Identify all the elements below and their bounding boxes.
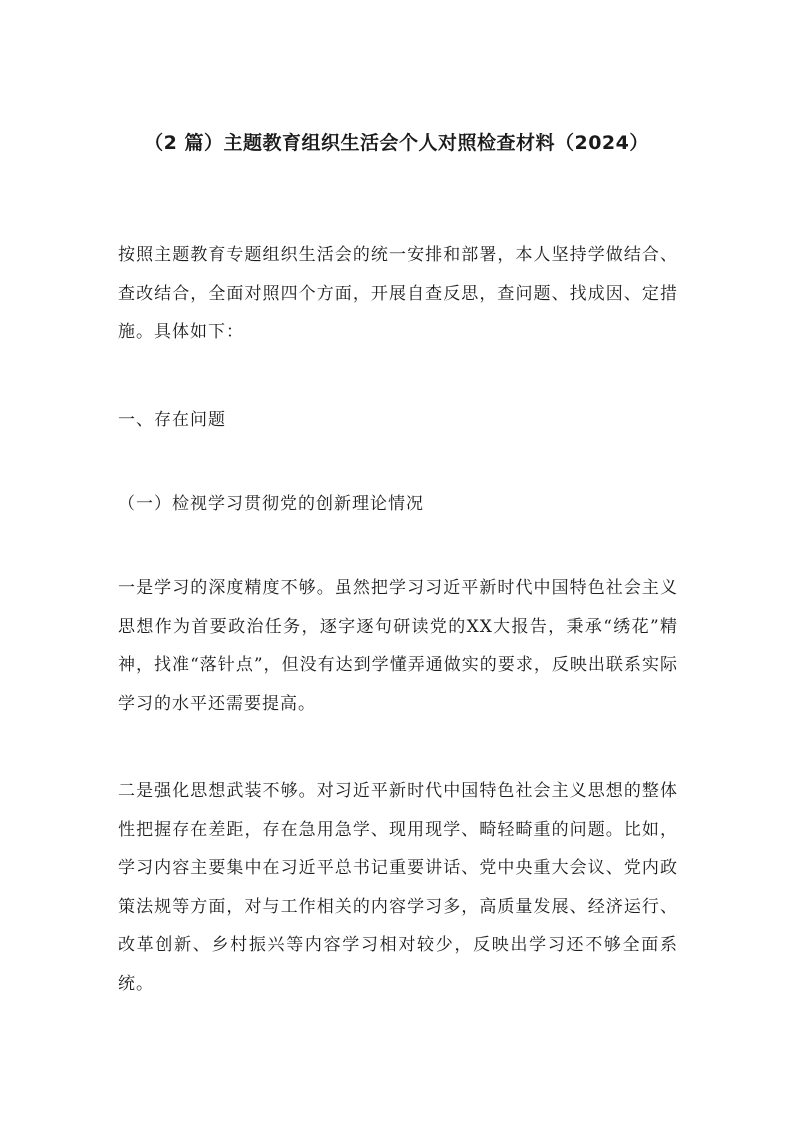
paragraph-1: 一是学习的深度精度不够。虽然把学习习近平新时代中国特色社会主义思想作为首要政治任务，逐字逐句研读党的XX大报告，秉承“绣花”精神，找准“落针点”，但没有达到学懂弄通做实的要求，反映出联系实际学习的水平还需要提高。 — [118, 578, 678, 714]
subsection-heading: （一）检视学习贯彻党的创新理论情况 — [118, 494, 424, 514]
section-heading: 一、存在问题 — [118, 410, 226, 430]
paragraph-2: 二是强化思想武装不够。对习近平新时代中国特色社会主义思想的整体性把握存在差距，存在急用急学、现用现学、畸轻畸重的问题。比如，学习内容主要集中在习近平总书记重要讲话、党中央重大会议、党内政策法规等方面，对与工作相关的内容学习多，高质量发展、经济运行、改革创新、乡村振兴等内容学习相对较少，反映出学习还不够全面系统。 — [118, 781, 678, 994]
document-title: （2 篇）主题教育组织生活会个人对照检查材料（2024） — [144, 132, 649, 154]
intro-paragraph: 按照主题教育专题组织生活会的统一安排和部署，本人坚持学做结合、查改结合，全面对照四个方面，开展自查反思，查问题、找成因、定措施。具体如下： — [118, 245, 678, 342]
